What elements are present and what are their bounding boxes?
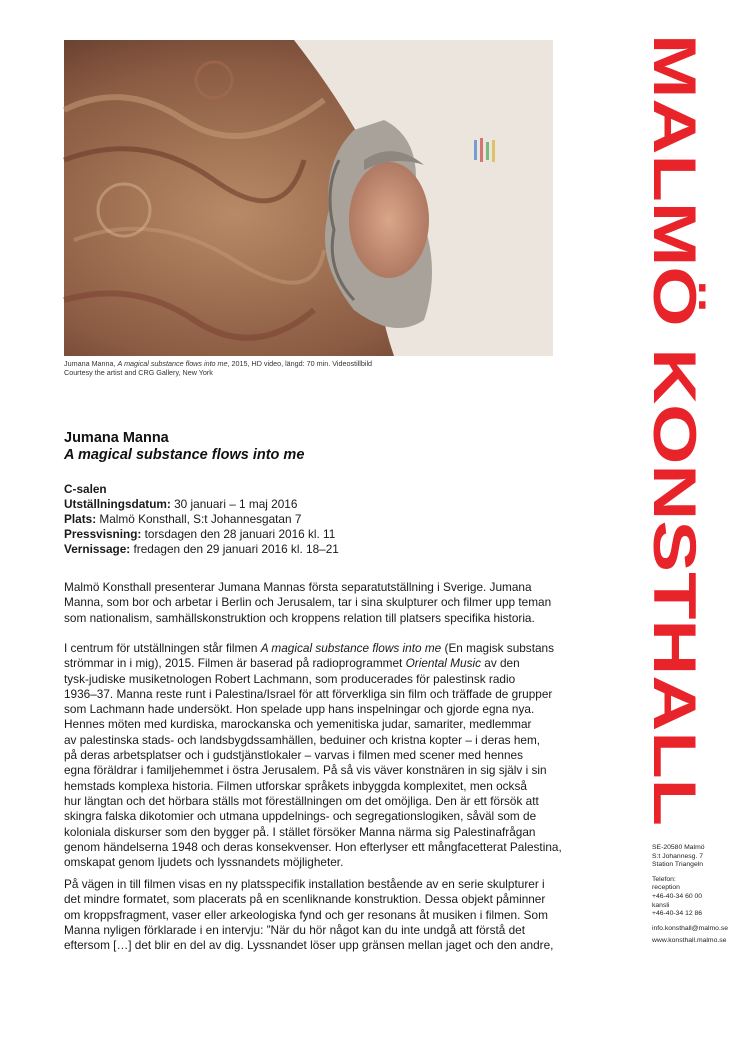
artist-title: Jumana Manna xyxy=(64,430,169,446)
address-line: Station Triangeln xyxy=(652,861,704,869)
text-line: Hennes möten med kurdiska, marockanska och yemenitiska judar, samariter, medlemmar xyxy=(64,717,532,732)
exhibition-subtitle: A magical substance flows into me xyxy=(64,447,305,463)
contact-info xyxy=(652,844,728,946)
paragraph-film xyxy=(64,641,624,870)
text-line: eftersom […] det blir en del av dig. Lyssnandet löser upp gränsen mellan jaget och den andre, xyxy=(64,938,554,953)
caption-courtesy: Courtesy the artist and CRG Gallery, New York xyxy=(64,368,213,377)
exhibition-photo xyxy=(64,40,553,356)
text-line: Manna, som bor och arbetar i Berlin och Jerusalem, tar i sina skulpturer och filmer upp teman xyxy=(64,595,552,610)
text-line: Manna nyligen förklarade i en intervju: ”När du hör något kan du inte undgå att förstå det xyxy=(64,922,526,937)
vernissage-value: fredagen den 29 januari 2016 kl. 18–21 xyxy=(130,542,339,556)
paragraph-intro xyxy=(64,580,624,626)
text-line: koloniala diskurser som den bygger på. I stället försöker Manna närma sig Palestinafrågan xyxy=(64,824,536,839)
text-line: hur längtan och det hörbara ställs mot föreställningen om det omöjliga. Den är ett försök att xyxy=(64,793,539,808)
vernissage-label: Vernissage: xyxy=(64,542,131,556)
photo-woman-on-rug-icon xyxy=(64,40,553,356)
text-line: det mindre formatet, som placerats på en scenliknande konstruktion. Dessa objekt påminner xyxy=(64,892,546,907)
website-link[interactable]: www.konsthall.malmo.se xyxy=(652,937,727,945)
text-line: av palestinska stads- och landsbygdssamhällen, beduiner och kristna kopter – i deras hem, xyxy=(64,732,541,747)
email-link[interactable]: info.konsthall@malmo.se xyxy=(652,924,729,932)
press-label: Pressvisning: xyxy=(64,527,142,541)
phone-desc: reception xyxy=(652,884,680,892)
place-label: Plats: xyxy=(64,512,97,526)
brand-logo xyxy=(641,28,708,828)
text-line: tysk-judiske musiketnologen Robert Lachmann, som producerades för palestinsk radio xyxy=(64,671,516,686)
exhibition-info xyxy=(64,482,339,557)
text-line: om kroppsfragment, vaser eller arkeologiska fynd och ger resonans åt musiken i filmen. Som xyxy=(64,907,548,922)
room-name: C-salen xyxy=(64,482,107,496)
address-line: SE-20580 Malmö xyxy=(652,844,705,851)
text-line: På vägen in till filmen visas en ny platsspecifik installation bestående av en serie skulpturer i xyxy=(64,877,545,891)
text-line: 1936–37. Manna reste runt i Palestina/Israel för att förverkliga sin film och träffade de grupper xyxy=(64,686,553,701)
text-line: på deras arbetsplatser och i gudstjänstlokaler – varvas i filmen med scener med hennes xyxy=(64,748,524,763)
phone-number: +46-40-34 12 86 xyxy=(652,910,703,918)
place-value: Malmö Konsthall, S:t Johannesgatan 7 xyxy=(96,512,302,526)
text-line: skingra falska dikotomier och utmana uppdelnings- och segregationslogiken, såväl som de xyxy=(64,809,537,824)
text-line: strömmar in i mig), 2015. Filmen är baserad på radioprogrammet Oriental Music av den xyxy=(64,656,520,671)
photo-caption xyxy=(64,359,564,377)
text-line: egna föräldrar i familjehemmet i östra Jerusalem. På så vis väver konstnären in sig själv i sin xyxy=(64,763,547,778)
phone-desc: kansli xyxy=(652,901,670,909)
paragraph-installation xyxy=(64,877,624,953)
text-line: genom händelserna 1948 och deras konsekvenser. Hon efterlyser ett mångfacetterat Palestina, xyxy=(64,839,562,854)
brand-name: MALMÖ KONSTHALL xyxy=(641,34,708,648)
caption-details: , 2015, HD video, längd: 70 min. Videostillbild xyxy=(227,359,373,368)
text-line: som Lachmann hade undersökt. Hon spelade upp hans inspelningar och gjorde egna nya. xyxy=(64,702,535,717)
text-line: I centrum för utställningen står filmen A magical substance flows into me (En magisk substans xyxy=(64,641,555,655)
caption-work-title: A magical substance flows into me xyxy=(117,359,228,368)
press-value: torsdagen den 28 januari 2016 kl. 11 xyxy=(141,527,336,541)
text-line: hemstads komplexa historia. Filmen utforskar språkets inbyggda komplexitet, men också xyxy=(64,778,527,793)
text-line: Malmö Konsthall presenterar Jumana Mannas första separatutställning i Sverige. Jumana xyxy=(64,580,532,594)
phone-label: Telefon: xyxy=(652,875,676,883)
phone-number: +46-40-34 60 00 xyxy=(652,892,703,900)
text-line: omskapat genom ljudets och lyssnandets möjligheter. xyxy=(64,855,344,870)
dates-value: 30 januari – 1 maj 2016 xyxy=(170,497,298,511)
text-line: som nationalism, samhällskonstruktion och kroppens relation till platsers specifika historia. xyxy=(64,610,535,625)
address-line: S:t Johannesg. 7 xyxy=(652,852,704,860)
caption-artist: Jumana Manna, xyxy=(64,359,118,368)
dates-label: Utställningsdatum: xyxy=(64,497,171,511)
